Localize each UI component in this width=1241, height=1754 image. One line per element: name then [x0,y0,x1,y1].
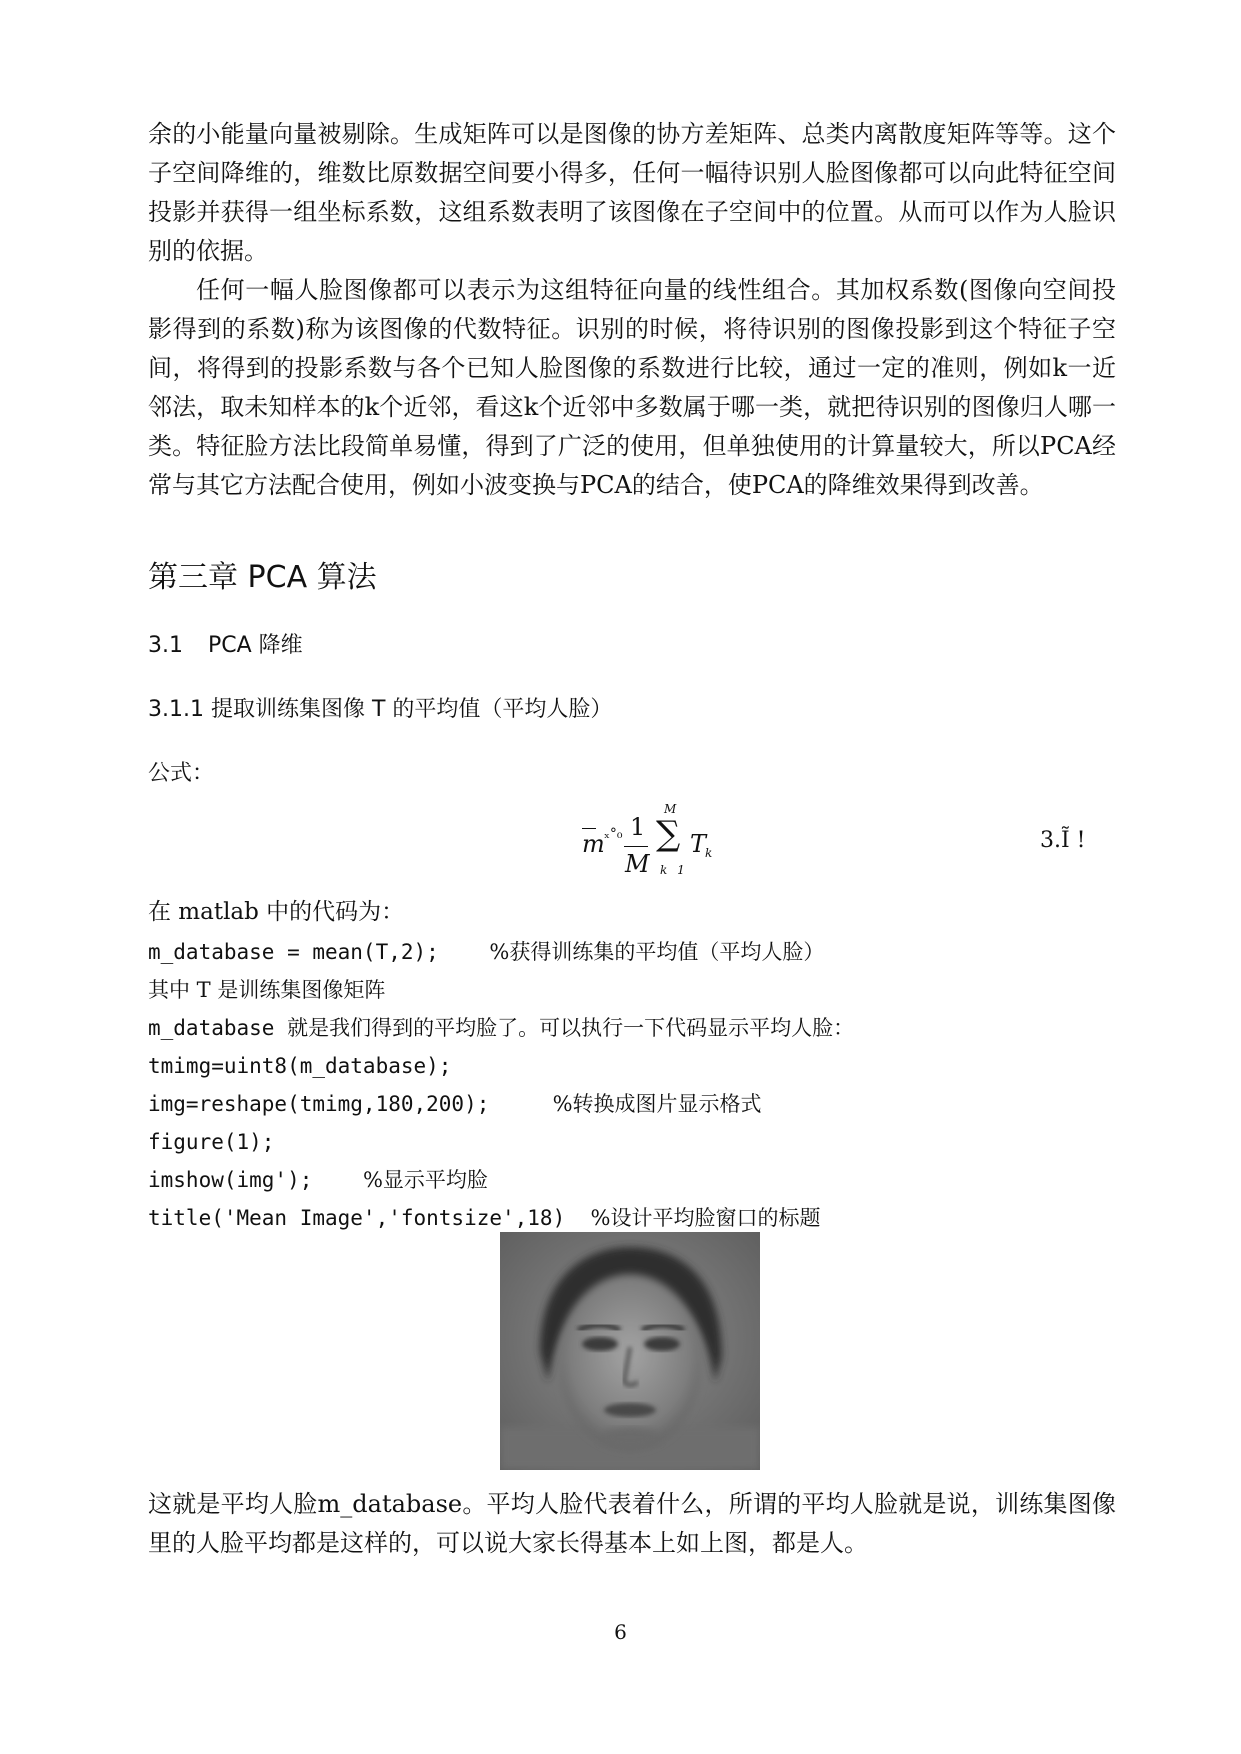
paragraph-last: 这就是平均人脸m_database。平均人脸代表着什么，所谓的平均人脸就是说，训练集图像里的人脸平均都是这样的，可以说大家长得基本上如上图，都是人。 [148,1490,1116,1557]
equation-number: 3.Ĩ ! [1040,828,1086,853]
code-text: title('Mean Image','fontsize',18) [148,1206,591,1230]
code-line-1 [148,936,824,968]
mean-face-image [500,1232,760,1470]
code-line-6: figure(1); [148,1130,275,1154]
page-number: 6 [614,1620,627,1644]
formula-sum-sign: ∑ [656,814,681,854]
code-comment: %显示平均脸 [362,1168,488,1192]
code-text: m_database = mean(T,2); [148,940,490,964]
section-number: 3.1 [148,633,183,658]
face-illustration [500,1232,760,1470]
formula-mean-bar [582,828,596,829]
code-line-5 [148,1088,762,1120]
formula-term-subscript: k [705,846,713,860]
formula-lhs: m [582,830,605,858]
code-text: img=reshape(tmimg,180,200); [148,1092,553,1116]
code-line-8 [148,1202,820,1234]
mean-formula [560,802,740,888]
code-line-4: tmimg=uint8(m_database); [148,1054,452,1078]
code-intro: 在 matlab 中的代码为： [148,899,405,925]
paragraph-2: 任何一幅人脸图像都可以表示为这组特征向量的线性组合。其加权系数(图像向空间投影得到的系数)称为该图像的代数特征。识别的时候，将待识别的图像投影到这个特征子空间，将得到的投影系数与各个已知人脸图像的系数进行比较，通过一定的准则，例如k一近邻法，取未知样本的k个近邻，看这k个近邻中多数属于哪一类，就把待识别的图像归人哪一类。特征脸方法比段简单易懂，得到了广泛的使用，但单独使用的计算量较大，所以PCA经常与其它方法配合使用，例如小波变换与PCA的结合，使PCA的降维效果得到改善。 [148,276,1116,499]
formula-numerator: 1 [630,813,646,841]
chapter-title: 第三章 PCA 算法 [148,560,377,595]
section-title: PCA 降维 [208,633,303,658]
code-line-3: m_database 就是我们得到的平均脸了。可以执行一下代码显示平均人脸： [148,1016,855,1040]
code-comment: %设计平均脸窗口的标题 [590,1206,821,1230]
code-comment: %转换成图片显示格式 [552,1092,762,1116]
paragraph-1: 余的小能量向量被剔除。生成矩阵可以是图像的协方差矩阵、总类内离散度矩阵等等。这个子空间降维的，维数比原数据空间要小得多，任何一幅待识别人脸图像都可以向此特征空间投影并获得一组坐标系数，这组系数表明了该图像在子空间中的位置。从而可以作为人脸识别的依据。 [148,120,1116,265]
formula-sum-upper: M [664,802,677,816]
formula-sum-lower: k 1 [660,863,685,877]
section-3-1-1-heading: 3.1.1 提取训练集图像 T 的平均值（平均人脸） [148,697,613,722]
section-3-1-heading [148,630,303,662]
formula-denominator: M [625,850,650,878]
formula-label: 公式： [148,761,215,786]
code-comment: %获得训练集的平均值（平均人脸） [489,940,825,964]
code-line-2: 其中 T 是训练集图像矩阵 [148,978,386,1002]
formula-equals: ₓ°₀ [604,826,623,842]
formula-term: T [690,830,707,858]
formula-fraction-bar [624,846,648,847]
code-text: imshow(img'); [148,1168,363,1192]
code-line-7 [148,1164,488,1196]
